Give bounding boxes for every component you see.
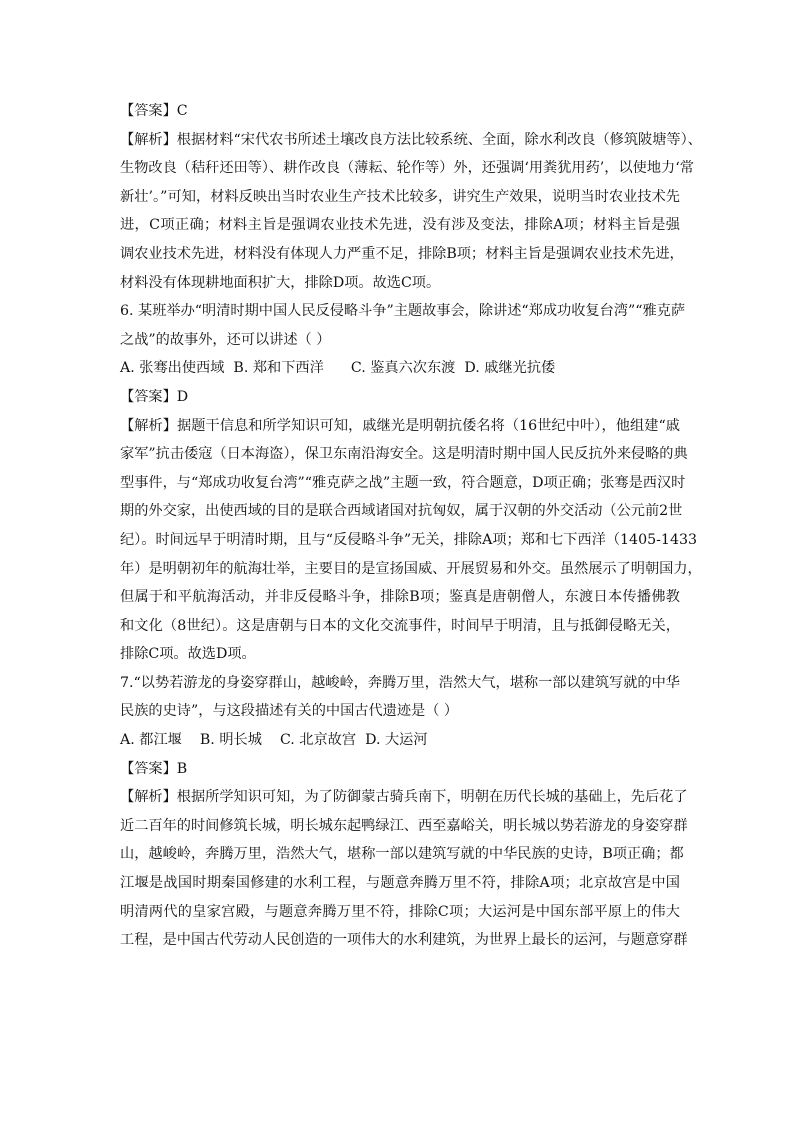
q7-option-d: D. 大运河	[365, 732, 428, 749]
q6-option-b: B. 郑和下西洋	[233, 360, 351, 377]
q7-option-b: B. 明长城	[199, 732, 280, 749]
q7-option-a: A. 都江堰	[120, 732, 200, 749]
q6-analysis-line: 期的外交家，出使西域的目的是联合西域诸国对抗匈奴，属于汉朝的外交活动（公元前2世	[120, 503, 683, 520]
q6-analysis-line: 但属于和平航海活动，并非反侵略斗争，排除B项；鉴真是唐朝僧人，东渡日本传播佛教	[120, 589, 680, 606]
q6-analysis-line: 家军”抗击倭寇（日本海盗），保卫东南沿海安全。这是明清时期中国人民反抗外来侵略的典	[120, 446, 688, 463]
q5-analysis-line: 材料没有体现耕地面积扩大，排除D项。故选C项。	[120, 274, 441, 291]
q6-analysis-line: 型事件，与“郑成功收复台湾”“雅克萨之战”主题一致，符合题意，D项正确；张骞是西汉时	[120, 474, 686, 491]
document-page	[120, 97, 702, 955]
q6-stem-line: 之战”的故事外，还可以讲述（ ）	[120, 331, 331, 348]
q6-options	[120, 354, 680, 383]
q5-analysis-line: 调农业技术先进，材料没有体现人力严重不足，排除B项；材料主旨是强调农业技术先进，	[120, 245, 684, 262]
q6-analysis-line: 排除C项。故选D项。	[120, 646, 256, 663]
q6-stem-line: 6. 某班举办“明清时期中国人民反侵略斗争”主题故事会，除讲述“郑成功收复台湾”“雅克萨	[120, 303, 686, 320]
q7-analysis-line: 【解析】根据所学知识可知，为了防御蒙古骑兵南下，明朝在历代长城的基础上，先后花了	[120, 789, 688, 806]
q7-option-c: C. 北京故宫	[279, 732, 366, 749]
q6-analysis-line: 纪）。时间远早于明清时期，且与“反侵略斗争”无关，排除A项；郑和七下西洋（1405-1433	[120, 531, 698, 548]
q5-analysis-line: 新壮’。”可知，材料反映出当时农业生产技术比较多，讲究生产效果，说明当时农业技术先	[120, 188, 680, 205]
q7-options	[120, 726, 680, 755]
q6-option-c: C. 鉴真六次东渡	[350, 360, 465, 377]
q7-analysis-line: 工程，是中国古代劳动人民创造的一项伟大的水利建筑，为世界上最长的运河，与题意穿群	[120, 932, 688, 949]
q6-option-a: A. 张骞出使西域	[120, 360, 234, 377]
q7-answer: 【答案】B	[120, 760, 188, 777]
q5-analysis-line: 进，C项正确；材料主旨是强调农业技术先进，没有涉及变法，排除A项；材料主旨是强	[120, 217, 680, 234]
q7-analysis-line: 江堰是战国时期秦国修建的水利工程，与题意奔腾万里不符，排除A项；北京故宫是中国	[120, 875, 680, 892]
q5-analysis-line: 【解析】根据材料“宋代农书所述土壤改良方法比较系统、全面，除水利改良（修筑陂塘等）、	[120, 131, 702, 148]
q7-analysis-line: 近二百年的时间修筑长城，明长城东起鸭绿江、西至嘉峪关，明长城以势若游龙的身姿穿群	[120, 817, 688, 834]
q6-option-d: D. 戚继光抗倭	[464, 360, 556, 377]
q7-analysis-line: 山，越峻岭，奔腾万里，浩然大气，堪称一部以建筑写就的中华民族的史诗，B项正确；都	[120, 846, 684, 863]
q6-answer: 【答案】D	[120, 388, 189, 405]
q5-analysis-line: 生物改良（秸秆还田等）、耕作改良（薄耘、轮作等）外，还强调‘用粪犹用药’，以使地力‘常	[120, 160, 694, 177]
q7-stem-line: 7.“以势若游龙的身姿穿群山，越峻岭，奔腾万里，浩然大气，堪称一部以建筑写就的中华	[120, 674, 680, 691]
q5-answer: 【答案】C	[120, 103, 188, 119]
q7-stem-line: 民族的史诗”，与这段描述有关的中国古代遗迹是（ ）	[120, 703, 459, 720]
q6-analysis-line: 和文化（8世纪）。这是唐朝与日本的文化交流事件，时间早于明清，且与抵御侵略无关，	[120, 617, 680, 634]
q6-analysis-line: 年）是明朝初年的航海壮举，主要目的是宣扬国威、开展贸易和外交。虽然展示了明朝国力，	[120, 560, 702, 577]
q7-analysis-line: 明清两代的皇家宫殿，与题意奔腾万里不符，排除C项；大运河是中国东部平原上的伟大	[120, 903, 680, 920]
q6-analysis-line: 【解析】据题干信息和所学知识可知，戚继光是明朝抗倭名将（16世纪中叶），他组建“戚	[120, 417, 680, 434]
